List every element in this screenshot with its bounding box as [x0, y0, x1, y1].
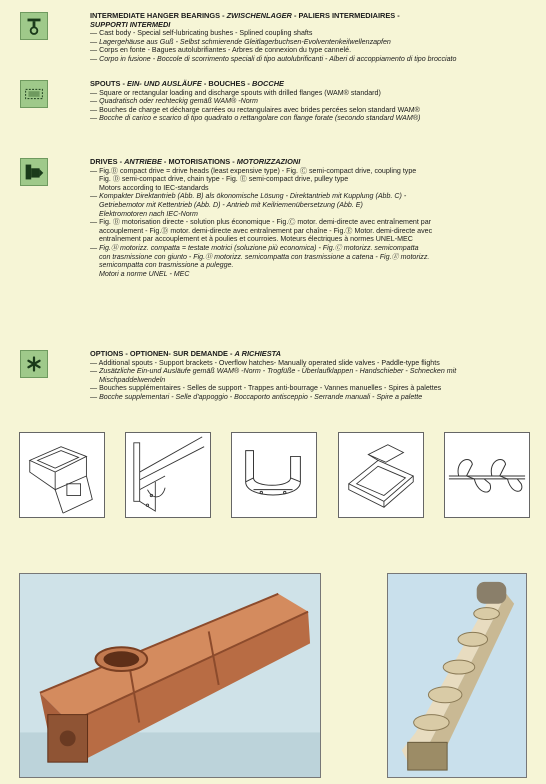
text-line: — Bocche supplementari - Selle d'appoggio - Boccaporto antisceppio - Serrande manuali - Spire a palette	[90, 392, 423, 401]
title-part: INTERMEDIATE HANGER BEARINGS -	[90, 11, 227, 20]
spouts-text	[90, 80, 542, 123]
text-line: Fig. Ⓓ semi-compact drive, chain type - Fig. Ⓔ semi-compact drive, pulley type	[99, 175, 349, 184]
text-line: Motors according to IEC-standards	[99, 183, 209, 192]
text-line: Elektromotoren nach IEC-Norm	[99, 209, 198, 218]
title-part: A RICHIESTA	[234, 349, 281, 358]
title-part: - PALIERS INTERMEDIAIRES -	[291, 11, 400, 20]
options-text	[90, 350, 542, 402]
section-subtitle: SUPPORTI INTERMEDI	[90, 19, 171, 29]
text-line: — Additional spouts - Support brackets - Overflow hatches- Manually operated slide valves - Paddle-type flights	[90, 358, 440, 367]
title-part: ZWISCHENLAGER	[226, 11, 292, 20]
title-part: DRIVES -	[90, 157, 125, 166]
text-line: — Bocche di carico e scarico di tipo quadrato o rettangolare con flange forate (secondo standard WAM®)	[90, 114, 421, 123]
text-line: — Bouches supplémentaires - Selles de support - Trappes anti-bourrage - Vannes manuelles - Spires à palettes	[90, 384, 442, 393]
text-line: — Fig. Ⓑ motorisation directe - solution plus économique - Fig.Ⓒ motor. demi-directe avec entraînement par	[90, 218, 432, 227]
text-line: — Zusätzliche Ein-und Ausläufe gemäß WAM® -Norm - Trogfüße - Überlaufklappen - Handschieber - Schnecken mit	[90, 367, 457, 376]
text-line: semicompatta con trasmissione a pulegge.	[99, 261, 234, 270]
text-line: — Fig.Ⓑ compact drive = drive heads (least expensive type) - Fig. Ⓒ semi-compact drive, coupling type	[90, 166, 417, 175]
text-line: entraînement par accouplement et à poulies et courroies. Moteurs électriques à normes UNEL-MEC	[99, 235, 413, 244]
title-part: SPOUTS -	[90, 79, 127, 88]
text-line: accouplement - Fig.Ⓓ motor. demi-directe avec entraînement par chaîne - Fig.Ⓔ Motor. demi-directe avec	[99, 226, 433, 235]
text-line: Getriebemotor mit Kettentrieb (Abb. D) - Antrieb mit Keilriemenübersetzung (Abb. E)	[99, 200, 363, 209]
title-part: MOTORIZZAZIONI	[236, 157, 301, 166]
text-line: — Fig.Ⓑ motorizz. compatta = testate motrici (soluzione più economica) - Fig.Ⓒ motorizz. semicompatta	[90, 243, 419, 252]
hanger-bearing-icon	[20, 12, 48, 40]
section-title	[90, 158, 542, 167]
title-part: EIN- UND AUSLÄUFE	[126, 79, 202, 88]
hanger-text	[90, 12, 542, 64]
text-line: — Lagergehäuse aus Guß - Selbst schmierende Gleitlagerbuchsen-Evolventenkeilwellenzapfen	[90, 37, 391, 46]
text-line: Motori a norme UNEL - MEC	[99, 269, 190, 278]
title-part: - MOTORISATIONS -	[161, 157, 237, 166]
text-line: con trasmissione con giunto - Fig.Ⓓ motorizz. semicompatta con trasmissione a catena - Fig.Ⓔ motorizz.	[99, 252, 430, 261]
text-line: — Quadratisch oder rechteckig gemäß WAM® -Norm	[90, 97, 258, 106]
text-line: Mischpaddelwendeln	[99, 375, 166, 384]
drive-motor-icon	[20, 158, 48, 186]
text-line: — Corpo in fusione - Boccole di scorrimento speciali di tipo autolubrificanti - Alberi di accoppiamento di tipo brocciato	[90, 54, 457, 63]
slide-valve-drawing	[338, 432, 424, 518]
text-line: — Square or rectangular loading and discharge spouts with drilled flanges (WAM® standard)	[90, 88, 381, 97]
spout-icon	[20, 80, 48, 108]
title-part: - BOUCHES -	[201, 79, 252, 88]
title-part: OPTIONS - OPTIONEN- SUR DEMANDE -	[90, 349, 235, 358]
title-part: BOCCHE	[251, 79, 284, 88]
paddle-flight-drawing	[444, 432, 530, 518]
text-line: — Corps en fonte - Bagues autolubrifiantes - Arbres de connexion du type cannelé.	[90, 46, 352, 55]
text-line: — Kompakter Direktantrieb (Abb. B) als ökonomische Lösung - Direktantrieb mit Kupplung (Abb. C) -	[90, 192, 407, 201]
text-line: — Bouches de charge et décharge carrées ou rectangulaires avec brides percées selon standard WAM®	[90, 105, 420, 114]
spout-drawing	[19, 432, 105, 518]
trough-end-drawing	[125, 432, 211, 518]
section-title	[90, 350, 542, 359]
text-line: — Cast body - Special self-lubricating bushes - Splined coupling shafts	[90, 29, 313, 38]
drives-text	[90, 158, 542, 278]
section-title	[90, 80, 542, 89]
screw-conveyor-photo	[19, 573, 321, 778]
open-trough-screw-photo	[387, 573, 527, 778]
asterisk-icon	[20, 350, 48, 378]
title-part: ANTRIEBE	[124, 157, 162, 166]
support-bracket-drawing	[231, 432, 317, 518]
